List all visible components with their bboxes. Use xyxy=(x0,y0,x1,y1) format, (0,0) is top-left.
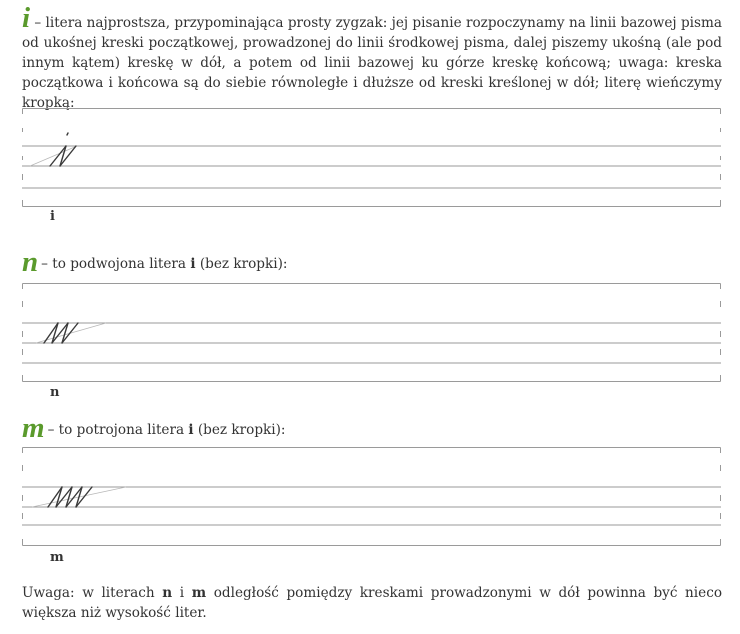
handwriting-n xyxy=(44,323,78,343)
guide-lines-n xyxy=(22,283,721,383)
note-paragraph: Uwaga: w literach n i m odległość pomiędzy kreskami prowadzonymi w dół powinna być nieco większa niż wysokość liter. xyxy=(22,585,723,621)
caption-m: m xyxy=(50,550,64,565)
guide-lines-i xyxy=(22,108,721,208)
practice-box-i xyxy=(22,108,721,208)
caption-n: n xyxy=(50,385,60,400)
letter-i-heading: i xyxy=(22,2,31,34)
caption-i: i xyxy=(50,209,55,224)
practice-box-n xyxy=(22,283,721,383)
guide-lines-m xyxy=(22,447,721,547)
handwriting-i xyxy=(50,133,76,166)
n-heading: n – to podwojona litera i (bez kropki): xyxy=(22,246,288,278)
intro-text: – litera najprostsza, przypominająca prosty zygzak: jej pisanie rozpoczynamy na linii bazowej pisma od ukośnej kreski początkowej, prowadzonej do linii środkowej pisma, dalej piszemy ukośną (ale pod innym kątem) kreskę w dół, a potem od linii bazowej ku górze kreskę końcową; uwaga: kreska początkowa i końcowa są do siebie równoległe i dłuższe od kreski kreślonej w dół; literę wieńczymy kropką: xyxy=(22,15,722,111)
practice-box-m xyxy=(22,447,721,547)
intro-paragraph xyxy=(22,4,722,113)
handwriting-m xyxy=(48,487,92,507)
letter-n-heading: n xyxy=(22,246,39,278)
letter-m-heading: m xyxy=(22,412,45,444)
m-heading: m – to potrojona litera i (bez kropki): xyxy=(22,412,286,444)
